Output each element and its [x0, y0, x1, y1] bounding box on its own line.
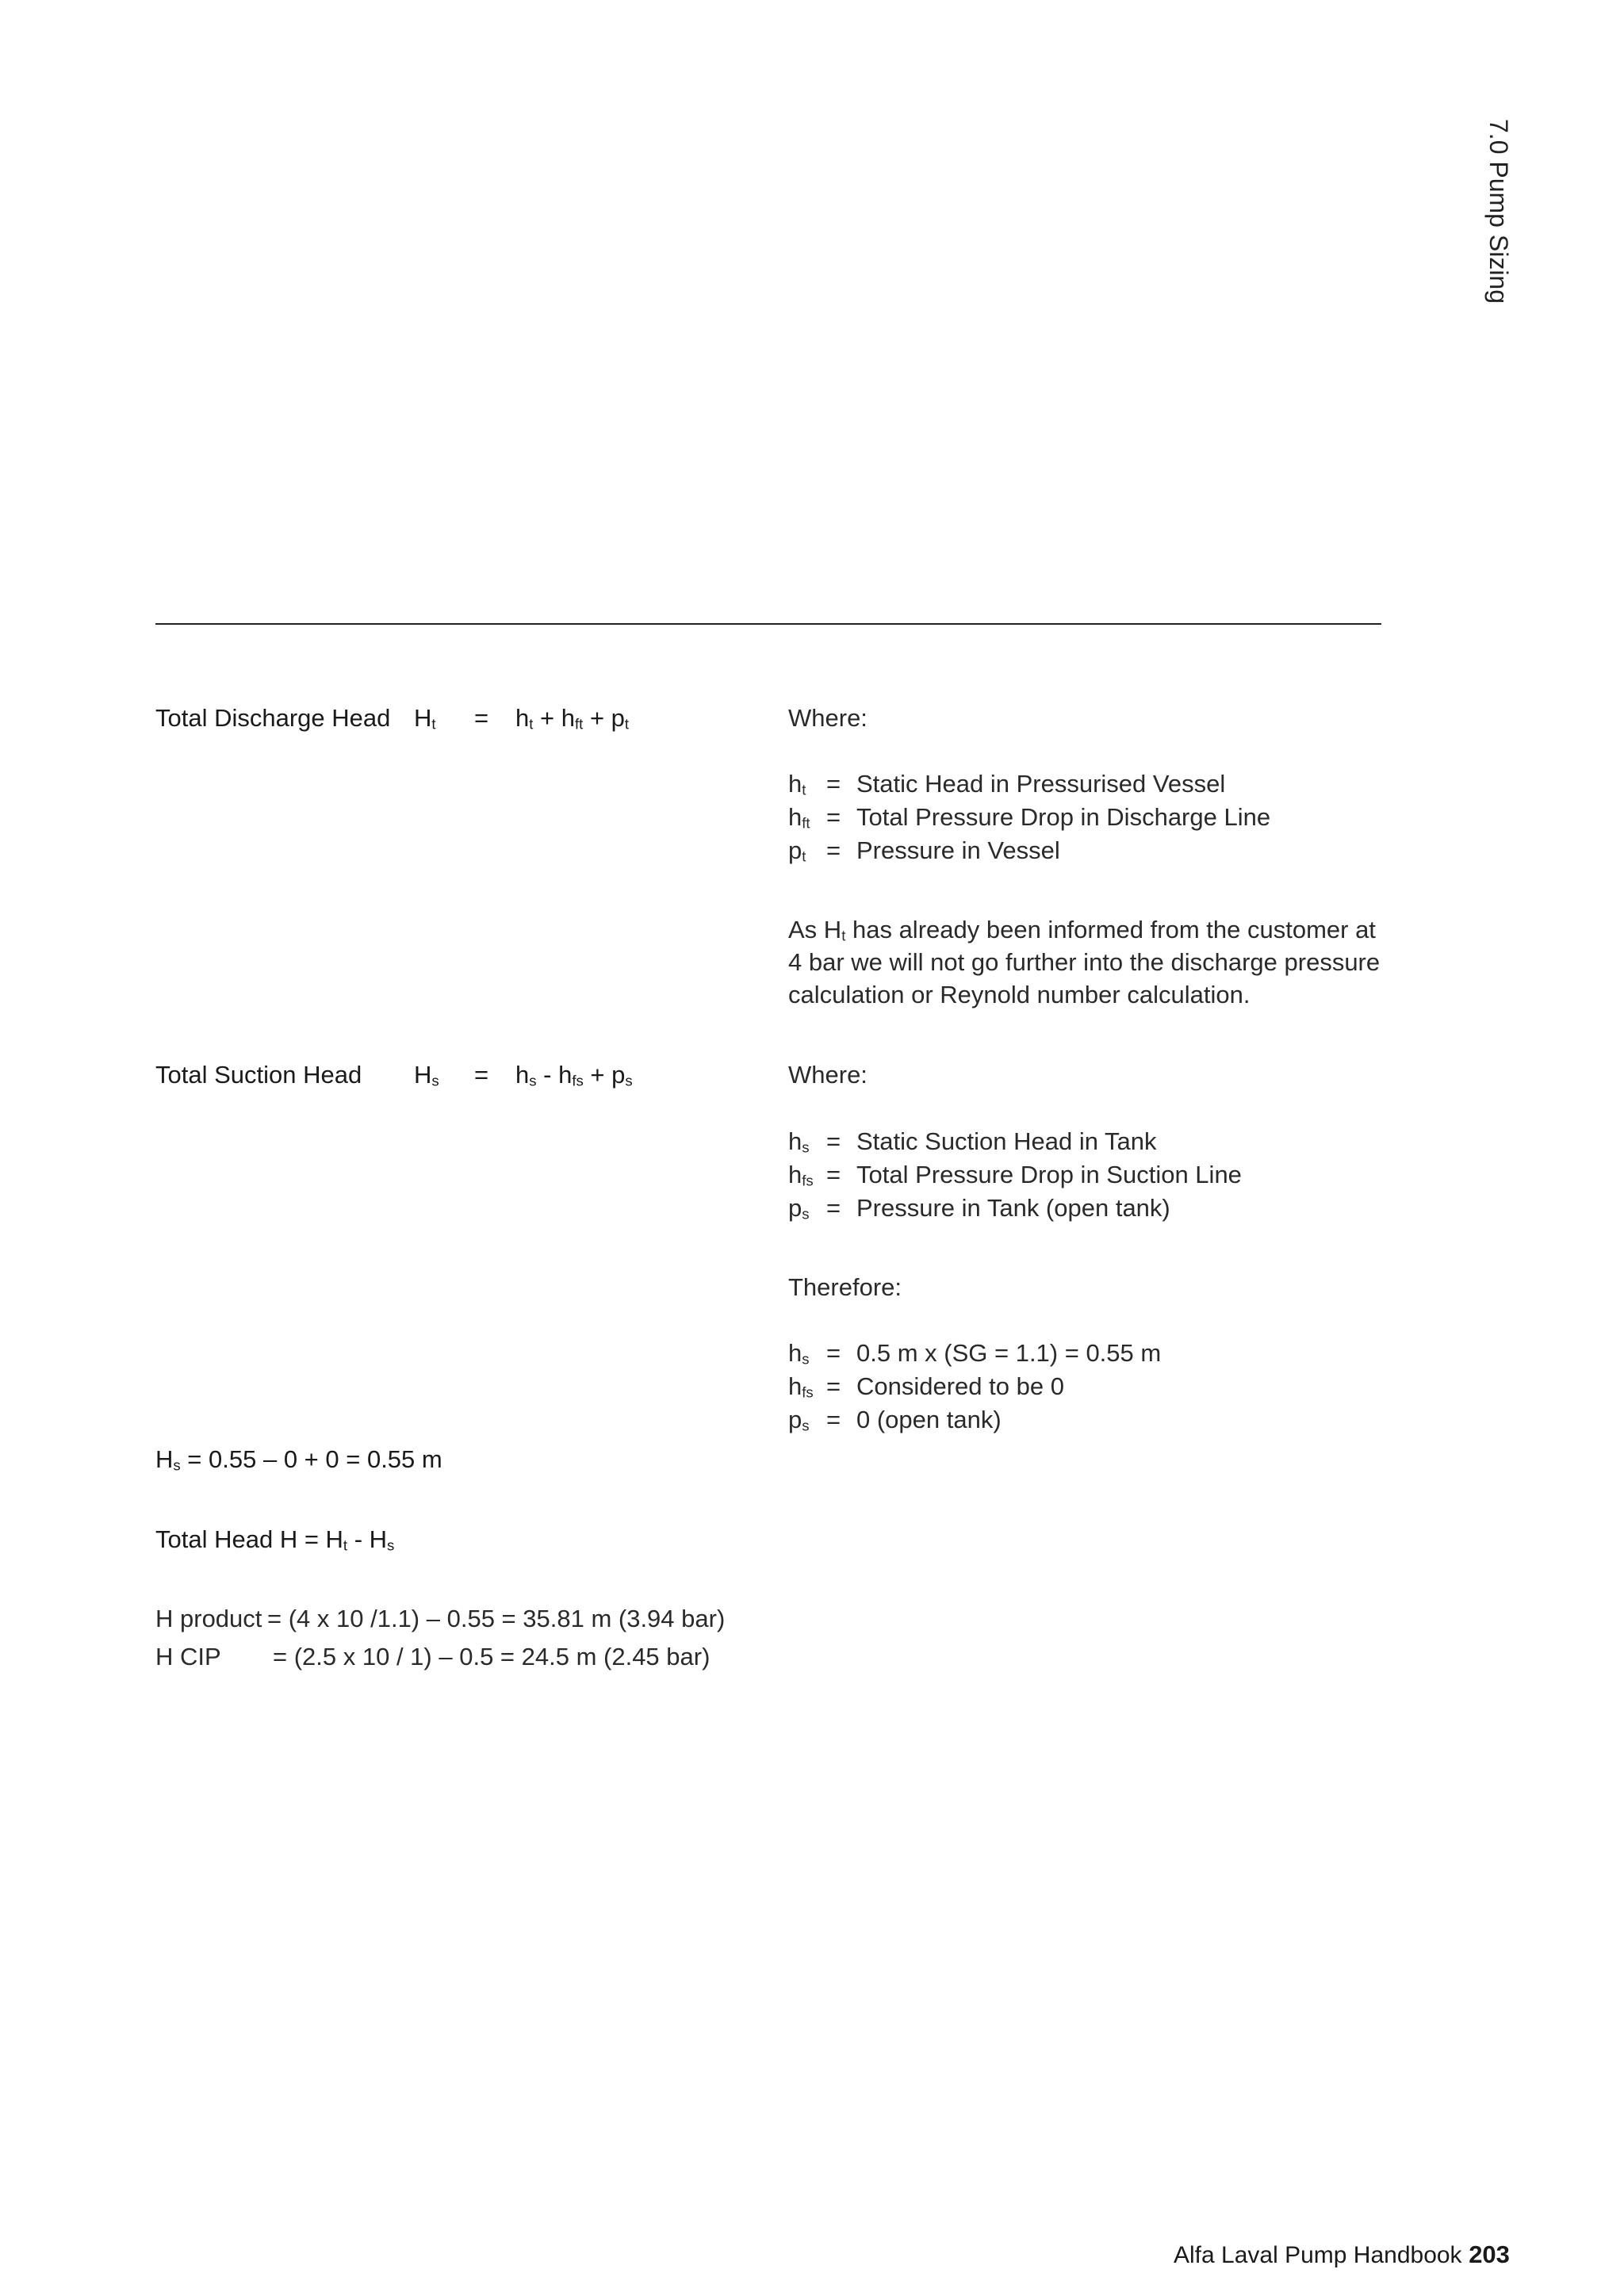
definition-equals: =: [826, 1127, 841, 1155]
suction-formula: $h_s - h_{fs} + p_s$: [515, 1061, 633, 1089]
therefore-label: Therefore:: [788, 1273, 902, 1301]
definition-variable: $p_s$: [788, 1194, 810, 1223]
discharge-where: Where:: [788, 704, 868, 732]
value-equals: =: [826, 1339, 841, 1367]
definition-variable: $p_t$: [788, 836, 806, 865]
total-head-formula: Total Head $H = H_t - H_s$: [155, 1525, 395, 1554]
definition-text: Static Suction Head in Tank: [856, 1127, 1157, 1155]
definition-equals: =: [826, 770, 841, 798]
hs-result: $H_s = 0.55 - 0 + 0 = 0.55$ m: [155, 1445, 442, 1474]
definition-equals: =: [826, 1194, 841, 1222]
h-product-label: H product: [155, 1605, 262, 1632]
definition-equals: =: [826, 803, 841, 831]
footer: [1174, 2239, 1510, 2271]
value-equals: =: [826, 1372, 841, 1400]
value-variable: $h_s$: [788, 1339, 810, 1368]
divider: [155, 623, 1381, 625]
h-product-value: = (4 x 10 /1.1) – 0.55 = 35.81 m (3.94 bar): [267, 1605, 726, 1632]
discharge-formula: $h_t + h_{ft} + p_t$: [515, 704, 630, 733]
value-variable: $h_{fs}$: [788, 1372, 814, 1401]
definition-equals: =: [826, 836, 841, 864]
value-equals: =: [826, 1406, 841, 1433]
h-cip-value: = (2.5 x 10 / 1) – 0.5 = 24.5 m (2.45 bar): [273, 1643, 710, 1670]
value-variable: $p_s$: [788, 1406, 810, 1434]
value-text: Considered to be 0: [856, 1372, 1064, 1400]
definition-text: Static Head in Pressurised Vessel: [856, 770, 1226, 798]
discharge-note: As $H_t$ has already been informed from the customer at 4 bar we will not go further into the discharge pressure calculation or Reynold number calculation.: [788, 916, 1381, 1008]
suction-symbol: $H_s$: [414, 1061, 439, 1089]
definition-text: Pressure in Vessel: [856, 836, 1060, 864]
h-cip-label: H CIP: [155, 1643, 221, 1670]
definition-text: Pressure in Tank (open tank): [856, 1194, 1170, 1222]
definition-variable: $h_{ft}$: [788, 803, 810, 832]
section-header: 7.0 Pump Sizing: [1484, 119, 1513, 304]
definition-text: Total Pressure Drop in Discharge Line: [856, 803, 1271, 831]
value-text: 0 (open tank): [856, 1406, 1002, 1433]
definition-variable: $h_t$: [788, 770, 806, 798]
value-text: 0.5 m x (SG = 1.1) = 0.55 m: [856, 1339, 1162, 1367]
page-number: 203: [1469, 2241, 1510, 2268]
footer-book-title: Alfa Laval Pump Handbook: [1174, 2242, 1462, 2268]
definition-variable: $h_{fs}$: [788, 1161, 814, 1189]
definition-equals: =: [826, 1161, 841, 1188]
discharge-equals: =: [474, 704, 489, 732]
suction-label: Total Suction Head: [155, 1061, 362, 1089]
definition-variable: $h_s$: [788, 1127, 810, 1156]
definition-text: Total Pressure Drop in Suction Line: [856, 1161, 1242, 1188]
suction-equals: =: [474, 1061, 489, 1089]
discharge-label: Total Discharge Head: [155, 704, 391, 732]
suction-where: Where:: [788, 1061, 868, 1089]
discharge-symbol: $H_t$: [414, 704, 436, 733]
